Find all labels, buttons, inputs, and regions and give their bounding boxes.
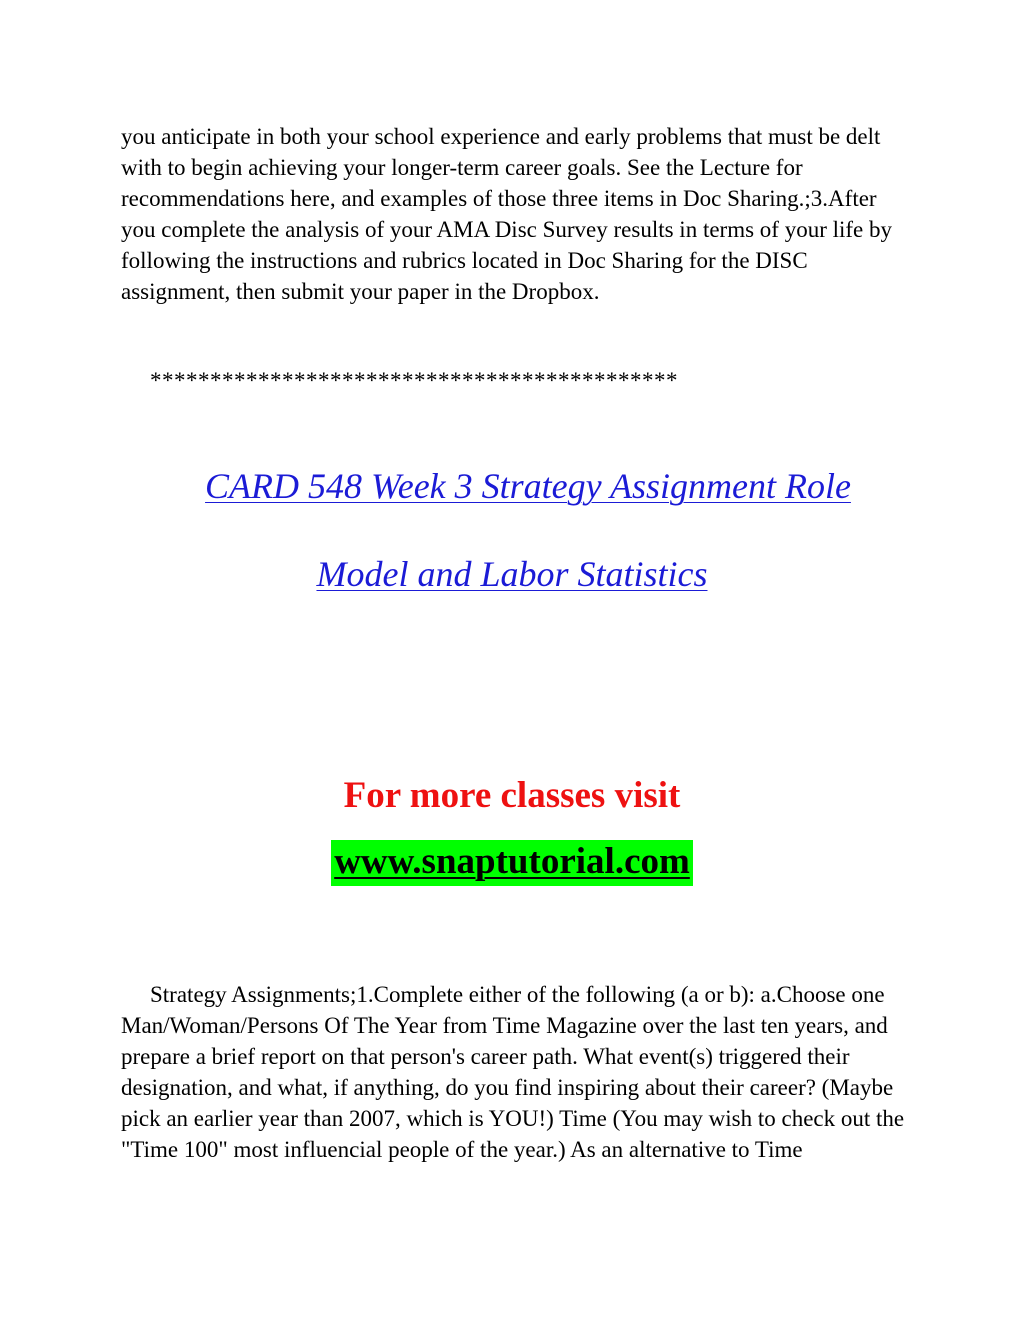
intro-paragraph: you anticipate in both your school experience and early problems that must be delt with to begin achieving your longer-term career goals. See the Lecture for recommendations here, and examples of those three items in Doc Sharing.;3.After you complete the analysis of your AMA Disc Survey results in terms of your life by following the instructions and rubrics located in Doc Sharing for the DISC assignment, then submit your paper in the Dropbox. [121, 124, 893, 304]
snaptutorial-link[interactable]: www.snaptutorial.com [331, 840, 693, 886]
title-link-line-1[interactable]: CARD 548 Week 3 Strategy Assignment Role [205, 466, 851, 506]
title-line-2-container [0, 552, 1024, 596]
promo-heading: For more classes visit [343, 775, 681, 816]
separator-line: ******************************************** [150, 368, 678, 393]
promo-link-container [0, 840, 1024, 886]
assignment-paragraph: Strategy Assignments;1.Complete either of the following (a or b): a.Choose one Man/Woman/Persons Of The Year from Time Magazine over the last ten years, and prepare a brief report on that person's career path. What event(s) triggered their designation, and what, if anything, do you find inspiring about their career? (Maybe pick an earlier year than 2007, which is YOU!) Time (You may wish to check out the "Time 100" most influencial people of the year.) As an alternative to Time [121, 982, 905, 1162]
title-link-line-2[interactable]: Model and Labor Statistics [316, 554, 708, 594]
title-line-1-container [16, 464, 1024, 508]
